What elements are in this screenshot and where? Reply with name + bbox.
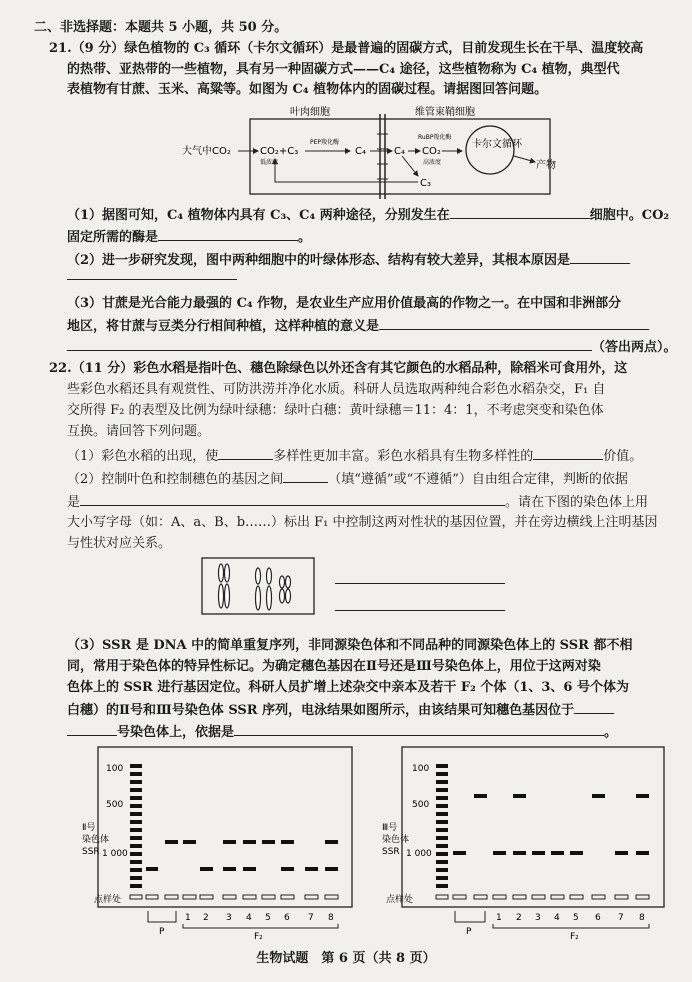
q22-sub3-c: 色体上的 SSR 进行基因定位。科研人员扩增上述杂交中亲本及若干 F₂ 个体（1、3、6 号个体为 xyxy=(67,680,629,695)
band-left-f5a xyxy=(262,840,275,844)
co2-high-label: CO₂ xyxy=(422,146,441,157)
gel-right-lane-4: 4 xyxy=(554,913,560,923)
calvin-cycle-circle xyxy=(466,126,514,174)
band-right-f8b xyxy=(636,851,649,855)
band-right-f2a xyxy=(513,794,526,798)
q22-sub3-e: 号染色体上，依据是 。 xyxy=(67,722,617,742)
band-left-f4a xyxy=(243,840,256,844)
band-left-f8a xyxy=(325,840,338,844)
gel-right-ylabel-2: 染色体 xyxy=(382,835,410,845)
band-right-f7a xyxy=(615,851,628,855)
band-right-p2 xyxy=(474,794,487,798)
c4-mesophyll-label: C₄ xyxy=(355,146,366,157)
band-left-p1 xyxy=(146,867,158,871)
gel-left-tick-500: 500 xyxy=(106,800,124,810)
q21-sub2: （2）进一步研究发现，图中两种细胞中的叶绿体形态、结构有较大差异，其根本原因是 xyxy=(67,250,630,270)
gel-chromosome-2 xyxy=(82,744,372,944)
band-right-f8a xyxy=(636,794,649,798)
pep-enzyme-label: PEP羧化酶 xyxy=(310,139,340,146)
gel-left-f2-label: F₂ xyxy=(254,932,263,942)
gel-right-parent-label: P xyxy=(466,927,472,937)
band-left-f1a xyxy=(183,840,196,844)
gel-right-lane-8: 8 xyxy=(639,913,645,923)
gel-right-lane-6: 6 xyxy=(595,913,601,923)
q21-sub1-a: （1）据图可知，C₄ 植物体内具有 C₃、C₄ 两种途径，分别发生在 细胞中。CO₂ xyxy=(67,205,669,225)
band-left-f4b xyxy=(243,867,256,871)
gel-left-well-label: 点样处 xyxy=(94,895,122,905)
high-conc-label: 高浓度 xyxy=(423,159,442,166)
q22-line1: 22.（11 分）彩色水稻是指叶色、穗色除绿色以外还含有其它颜色的水稻品种，除稻米可食用外，这 xyxy=(49,361,628,376)
band-left-f6b xyxy=(281,867,294,871)
gel-left-bands xyxy=(146,840,338,871)
q22-line3: 交所得 F₂ 的表型及比例为绿叶绿穗：绿叶白穗：黄叶绿穗＝11：4：1，不考虑突变和染色体 xyxy=(67,403,604,418)
gel-right-lane-3: 3 xyxy=(535,913,541,923)
gel-right-f2-label: F₂ xyxy=(570,932,579,942)
gel-left-lane-8: 8 xyxy=(328,913,334,923)
product-label: 产物 xyxy=(536,160,556,171)
gel-right-bands xyxy=(453,794,649,855)
band-right-f1a xyxy=(493,851,506,855)
q21-line1: 21.（9 分）绿色植物的 C₃ 循环（卡尔文循环）是最普遍的固碳方式，目前发现生长在干旱、温度较高 xyxy=(49,41,644,56)
band-left-p2 xyxy=(165,840,178,844)
q21-sub3-b: 地区，将甘蔗与豆类分行相间种植，这样种植的意义是 xyxy=(67,316,649,336)
band-right-f3a xyxy=(532,851,545,855)
q21-line3: 表植物有甘蔗、玉米、高粱等。如图为 C₄ 植物体内的固碳过程。请据图回答问题。 xyxy=(67,82,548,97)
gel-left-tick-1000: 1 000 xyxy=(102,849,128,859)
q22-sub2-a: （2）控制叶色和控制穗色的基因之间 （填“遵循”或“不遵循”）自由组合定律，判断的依据 xyxy=(67,469,628,489)
gel-left-tick-100: 100 xyxy=(106,764,124,774)
q22-sub2-d: 与性状对应关系。 xyxy=(67,536,172,551)
gel-left-parent-label: P xyxy=(159,927,165,937)
gel-right-ylabel-3: SSR xyxy=(382,847,400,857)
gel-chromosome-3 xyxy=(380,744,670,944)
low-conc-label: 低浓度 xyxy=(260,159,279,166)
gel-left-ladder xyxy=(130,764,142,888)
band-left-f6a xyxy=(281,840,294,844)
gel-left-wells xyxy=(130,895,338,899)
gel-right-lane-5: 5 xyxy=(573,913,579,923)
gel-right-well-label: 点样处 xyxy=(386,895,414,905)
rubp-enzyme-label: RuBP羧化酶 xyxy=(418,134,452,141)
gel-left-ylabel-1: Ⅱ号 xyxy=(82,823,96,833)
band-right-p1 xyxy=(453,851,466,855)
mesophyll-label: 叶肉细胞 xyxy=(290,107,330,118)
gel-right-ylabel-1: Ⅲ号 xyxy=(382,823,398,833)
gel-right-tick-100: 100 xyxy=(412,764,430,774)
band-right-f5a xyxy=(570,851,583,855)
q21-sub3-c: （答出两点）。 xyxy=(67,337,677,357)
gel-right-lane-7: 7 xyxy=(618,913,624,923)
reaction1-label: CO₂+C₃ xyxy=(260,146,299,157)
q21-line2: 的热带、亚热带的一些植物，具有另一种固碳方式——C₄ 途径，这些植物称为 C₄ 植物，典型代 xyxy=(67,62,620,77)
band-left-f8b xyxy=(325,867,338,871)
gel-left-lane-1: 1 xyxy=(185,913,191,923)
band-left-f2a xyxy=(200,867,213,871)
calvin-label: 卡尔文循环 xyxy=(472,139,522,150)
band-left-f3b xyxy=(223,867,236,871)
q22-line4: 互换。请回答下列问题。 xyxy=(67,424,211,439)
band-right-f4a xyxy=(551,851,564,855)
band-left-f3a xyxy=(223,840,236,844)
band-right-f2b xyxy=(513,851,526,855)
c3-label: C₃ xyxy=(420,178,431,189)
band-right-f6a xyxy=(592,794,605,798)
gel-right-tick-1000: 1 000 xyxy=(406,849,432,859)
gel-left-lane-4: 4 xyxy=(246,913,252,923)
gel-left-lane-7: 7 xyxy=(308,913,314,923)
page-footer: 生物试题 第 6 页（共 8 页） xyxy=(256,951,436,966)
chromosome-diagram xyxy=(200,556,320,618)
c4-pathway-diagram xyxy=(180,104,590,204)
gel-right-lane-1: 1 xyxy=(496,913,502,923)
bundle-sheath-label: 维管束鞘细胞 xyxy=(415,107,475,118)
co2-air-label: 大气中CO₂ xyxy=(182,146,231,157)
gel-left-lane-3: 3 xyxy=(226,913,232,923)
q22-sub3-b: 同，常用于染色体的特异性标记。为确定穗色基因在Ⅱ号还是Ⅲ号染色体上，用位于这两对染 xyxy=(67,659,601,674)
chromosome-answer-line-2 xyxy=(335,597,505,611)
q22-sub3-a: （3）SSR 是 DNA 中的简单重复序列，非同源染色体和不同品种的同源染色体上的 SSR 都不相 xyxy=(67,638,633,653)
gel-right-lane-2: 2 xyxy=(516,913,522,923)
gel-left-ylabel-2: 染色体 xyxy=(82,835,110,845)
q22-sub3-d: 白穗）的Ⅱ号和Ⅲ号染色体 SSR 序列，电泳结果如图所示，由该结果可知穗色基因位于 xyxy=(67,700,614,720)
q22-sub2-b: 是 。请在下图的染色体上用 xyxy=(67,492,648,512)
gel-left-ylabel-3: SSR xyxy=(82,847,100,857)
section-title: 二、非选择题：本题共 5 小题，共 50 分。 xyxy=(34,20,288,35)
q22-line2: 些彩色水稻还具有观赏性、可防洪涝并净化水质。科研人员选取两种纯合彩色水稻杂交，F₁ 自 xyxy=(67,382,606,397)
gel-left-lane-6: 6 xyxy=(284,913,290,923)
q21-sub3-a: （3）甘蔗是光合能力最强的 C₄ 作物，是农业生产应用价值最高的作物之一。在中国和非洲部分 xyxy=(67,296,622,311)
q22-sub1: （1）彩色水稻的出现，使 多样性更加丰富。彩色水稻具有生物多样性的 价值。 xyxy=(67,446,642,466)
chromosome-answer-line-1 xyxy=(335,570,505,584)
q21-sub1-b: 固定所需的酶是 。 xyxy=(67,227,311,247)
gel-left-lane-5: 5 xyxy=(265,913,271,923)
c4-sheath-label: C₄ xyxy=(394,146,405,157)
gel-right-tick-500: 500 xyxy=(412,800,430,810)
band-left-f7a xyxy=(305,867,318,871)
gel-right-wells xyxy=(436,895,649,899)
q22-sub2-c: 大小写字母（如：A、a、B、b……）标出 F₁ 中控制这两对性状的基因位置，并在旁边横线上注明基因 xyxy=(67,515,658,530)
gel-left-lane-2: 2 xyxy=(203,913,209,923)
gel-right-ladder xyxy=(436,764,448,888)
q21-sub2-answer-line xyxy=(67,266,237,280)
